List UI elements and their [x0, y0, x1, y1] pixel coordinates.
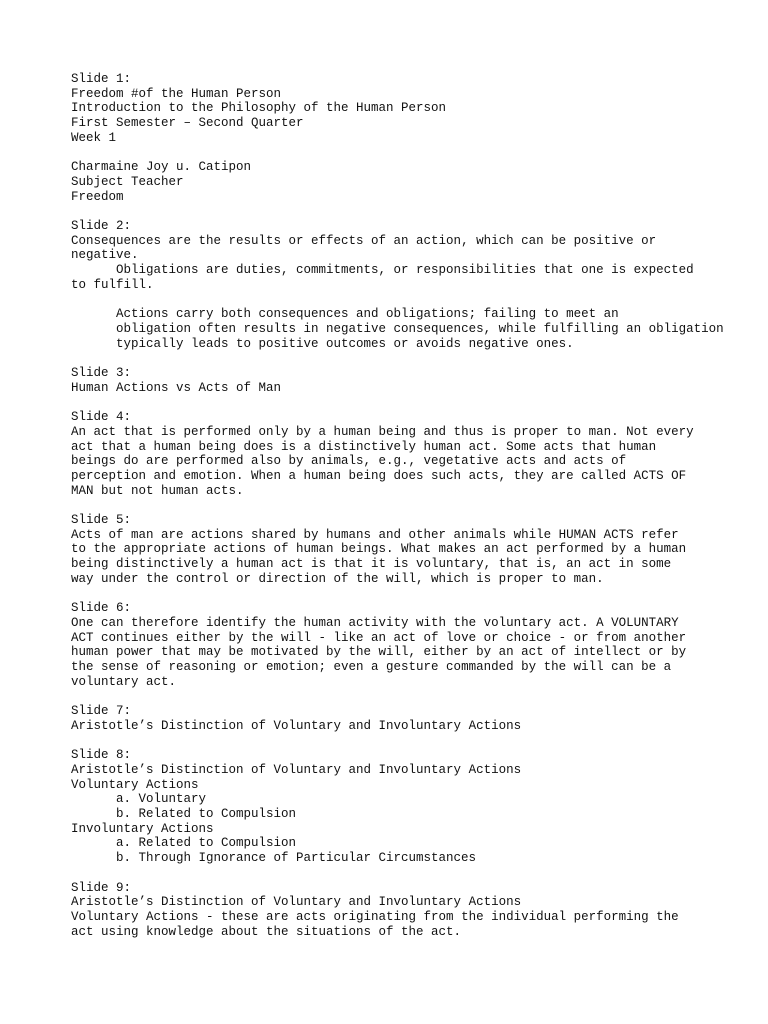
- list-heading: Involuntary Actions: [71, 821, 214, 836]
- list-heading: Voluntary Actions: [71, 777, 199, 792]
- slide-label: Slide 2:: [71, 219, 132, 233]
- paragraph-line: MAN but not human acts.: [71, 483, 244, 498]
- term-text: First Semester – Second Quarter: [71, 116, 304, 131]
- list-item: a. Voluntary: [116, 792, 207, 807]
- paragraph-line: act using knowledge about the situations of the act.: [71, 924, 462, 939]
- paragraph-line: negative.: [71, 248, 139, 263]
- slide-3-section: [71, 366, 711, 395]
- slide-label: Slide 1:: [71, 72, 132, 86]
- slide-heading: Human Actions vs Acts of Man: [71, 380, 282, 395]
- paragraph-line: Voluntary Actions - these are acts originating from the individual performing the: [71, 909, 679, 924]
- paragraph-line: ACT continues either by the will - like an act of love or choice - or from another: [71, 630, 687, 645]
- slide-5-section: [71, 513, 711, 587]
- slide-label: Slide 6:: [71, 601, 132, 616]
- paragraph-line: act that a human being does is a distinctively human act. Some acts that human: [71, 439, 657, 454]
- slide-heading: Aristotle’s Distinction of Voluntary and Involuntary Actions: [71, 762, 522, 777]
- slide-heading: Aristotle’s Distinction of Voluntary and Involuntary Actions: [71, 718, 522, 733]
- paragraph-line: Actions carry both consequences and obligations; failing to meet an: [71, 307, 619, 322]
- paragraph-line: One can therefore identify the human activity with the voluntary act. A VOLUNTARY: [71, 615, 679, 630]
- paragraph-line: being distinctively a human act is that it is voluntary, that is, an act in some: [71, 557, 672, 572]
- slide-label: Slide 3:: [71, 366, 132, 380]
- paragraph-line: the sense of reasoning or emotion; even a gesture commanded by the will can be a: [71, 660, 672, 675]
- slide-label: Slide 7:: [71, 704, 132, 719]
- list-item: b. Related to Compulsion: [116, 807, 297, 822]
- paragraph-line: human power that may be motivated by the will, either by an act of intellect or by: [71, 645, 687, 660]
- list-item: b. Through Ignorance of Particular Circumstances: [116, 851, 477, 866]
- list-item: a. Related to Compulsion: [116, 836, 297, 851]
- paragraph-line: voluntary act.: [71, 674, 177, 689]
- teacher-name: Charmaine Joy u. Catipon: [71, 160, 252, 175]
- slide-6-section: [71, 601, 711, 689]
- slide-8-section: [71, 748, 711, 866]
- paragraph-line: way under the control or direction of the will, which is proper to man.: [71, 571, 604, 586]
- week-text: Week 1: [71, 130, 117, 145]
- slide-7-section: [71, 704, 711, 733]
- topic-text: Freedom: [71, 189, 124, 204]
- slide-heading: Aristotle’s Distinction of Voluntary and Involuntary Actions: [71, 895, 522, 910]
- slide-2-section: [71, 219, 724, 351]
- slide-4-section: [71, 410, 711, 498]
- paragraph-line: perception and emotion. When a human being does such acts, they are called ACTS OF: [71, 468, 687, 483]
- paragraph-line: beings do are performed also by animals, e.g., vegetative acts and acts of: [71, 454, 627, 469]
- slide-label: Slide 4:: [71, 410, 132, 425]
- slide-title: Freedom #of the Human Person: [71, 86, 282, 101]
- paragraph-line: typically leads to positive outcomes or avoids negative ones.: [71, 336, 574, 351]
- slide-label: Slide 8:: [71, 748, 132, 763]
- teacher-role: Subject Teacher: [71, 174, 184, 189]
- document-page: [71, 72, 724, 939]
- paragraph-line: to fulfill.: [71, 277, 154, 292]
- paragraph-line: An act that is performed only by a human being and thus is proper to man. Not every: [71, 424, 694, 439]
- paragraph-line: obligation often results in negative consequences, while fulfilling an obligation: [71, 321, 724, 336]
- paragraph-line: to the appropriate actions of human beings. What makes an act performed by a human: [71, 542, 687, 557]
- slide-1-section: [71, 72, 711, 204]
- slide-label: Slide 5:: [71, 513, 132, 527]
- course-name: Introduction to the Philosophy of the Human Person: [71, 101, 447, 116]
- paragraph-line: Obligations are duties, commitments, or responsibilities that one is expected: [71, 263, 694, 278]
- slide-label: Slide 9:: [71, 880, 132, 895]
- slide-9-section: [71, 881, 711, 940]
- paragraph-line: Consequences are the results or effects of an action, which can be positive or: [71, 233, 657, 248]
- paragraph-line: Acts of man are actions shared by humans and other animals while HUMAN ACTS refer: [71, 527, 679, 542]
